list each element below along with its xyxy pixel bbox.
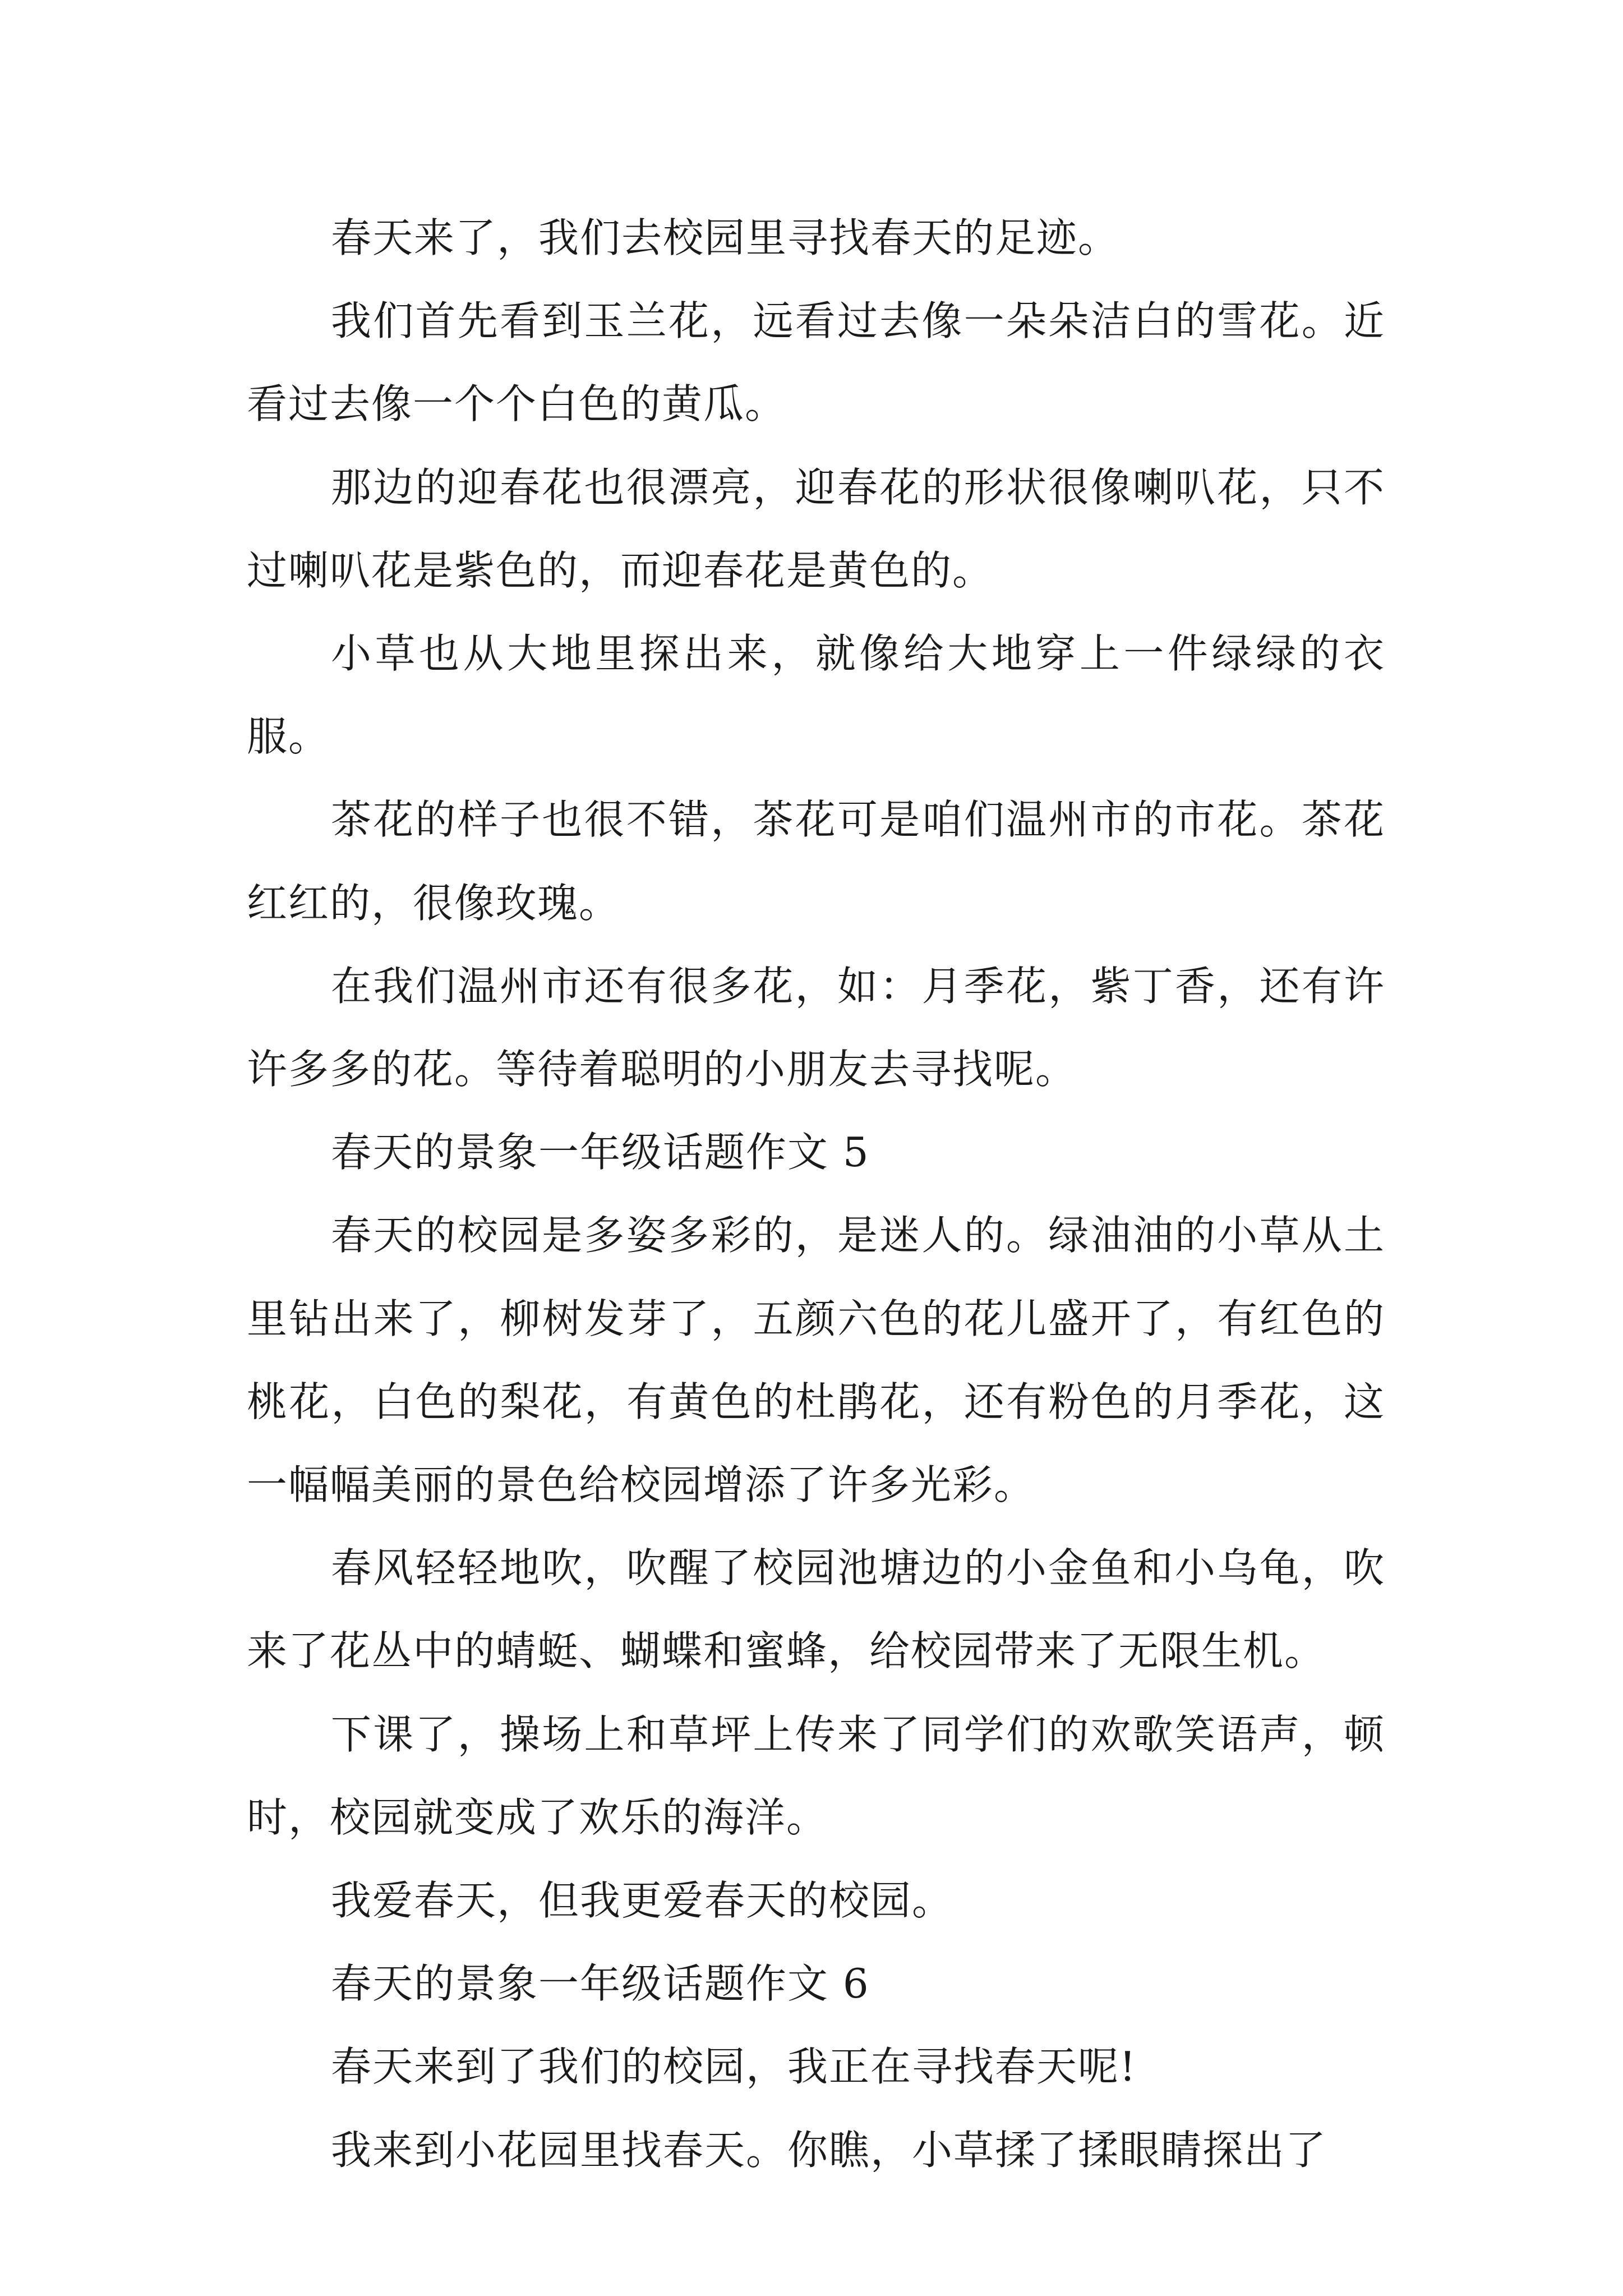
paragraph: 我爱春天，但我更爱春天的校园。 — [331, 1877, 954, 1925]
paragraph: 春天来了，我们去校园里寻找春天的足迹。 — [331, 214, 1120, 261]
document-body — [247, 196, 1385, 2192]
paragraph: 在我们温州市还有很多花，如：月季花，紫丁香，还有许许多多的花。等待着聪明的小朋友去寻找呢。 — [247, 962, 1385, 1093]
paragraph: 那边的迎春花也很漂亮，迎春花的形状很像喇叭花，只不过喇叭花是紫色的，而迎春花是黄色的。 — [247, 463, 1385, 594]
section-heading: 春天的景象一年级话题作文 6 — [331, 1960, 870, 2008]
paragraph: 我们首先看到玉兰花，远看过去像一朵朵洁白的雪花。近看过去像一个个白色的黄瓜。 — [247, 297, 1385, 428]
paragraph: 春天的校园是多姿多彩的，是迷人的。绿油油的小草从土里钻出来了，柳树发芽了，五颜六色的花儿盛开了，有红色的桃花，白色的梨花，有黄色的杜鹃花，还有粉色的月季花，这一幅幅美丽的景色给校园增添了许多光彩。 — [247, 1212, 1385, 1509]
paragraph: 春天来到了我们的校园，我正在寻找春天呢! — [331, 2043, 1137, 2091]
section-heading: 春天的景象一年级话题作文 5 — [331, 1129, 870, 1176]
paragraph: 春风轻轻地吹，吹醒了校园池塘边的小金鱼和小乌龟，吹来了花丛中的蜻蜓、蝴蝶和蜜蜂，给校园带来了无限生机。 — [247, 1544, 1385, 1675]
paragraph: 我来到小花园里找春天。你瞧，小草揉了揉眼睛探出了 — [331, 2126, 1327, 2174]
paragraph: 茶花的样子也很不错，茶花可是咱们温州市的市花。茶花红红的，很像玫瑰。 — [247, 796, 1385, 927]
paragraph: 小草也从大地里探出来，就像给大地穿上一件绿绿的衣服。 — [247, 630, 1385, 761]
paragraph: 下课了，操场上和草坪上传来了同学们的欢歌笑语声，顿时，校园就变成了欢乐的海洋。 — [247, 1710, 1385, 1841]
